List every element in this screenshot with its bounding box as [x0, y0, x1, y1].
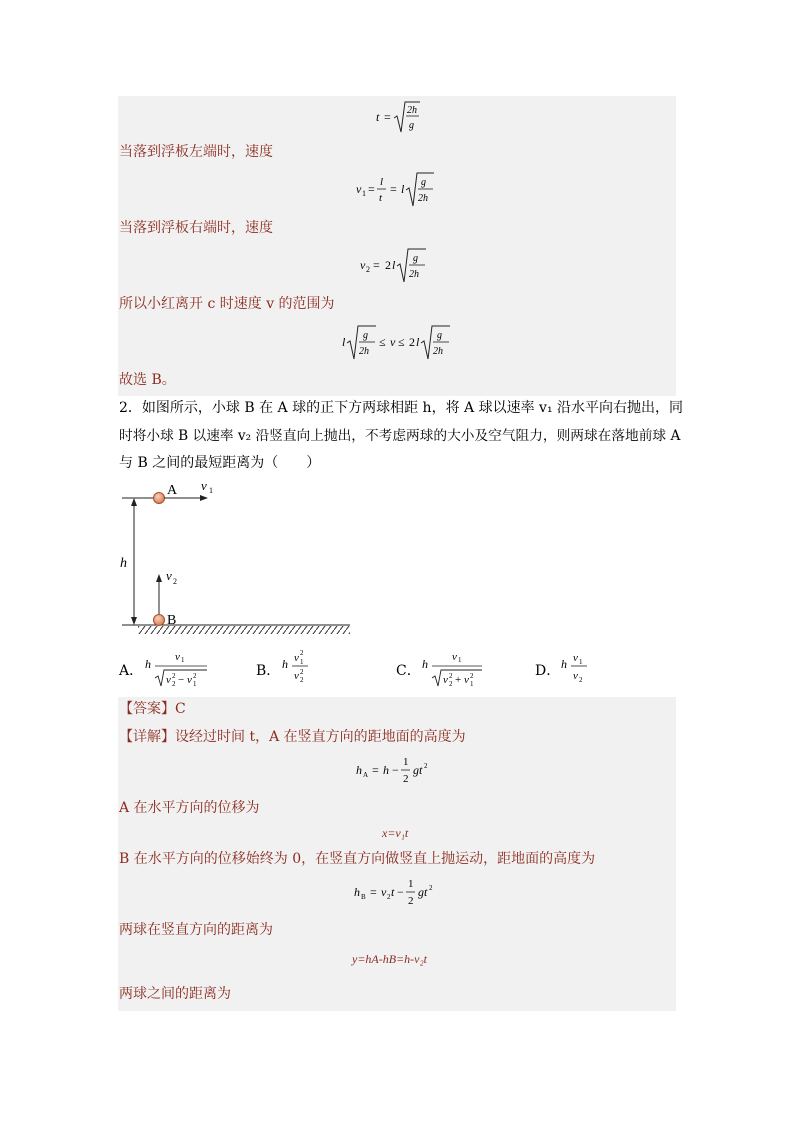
svg-text:v: v: [443, 674, 448, 686]
choose-text: 故选 B。: [119, 372, 176, 388]
hb-equation-render: [354, 874, 444, 914]
label-v2-sub: 2: [173, 577, 177, 586]
range-equation-render: [342, 322, 462, 364]
svg-text:−: −: [397, 885, 404, 899]
ball-b: [154, 615, 165, 626]
svg-text:2h: 2h: [418, 193, 428, 204]
svg-text:l: l: [416, 335, 420, 349]
ball-a: [154, 493, 165, 504]
svg-text:2: 2: [470, 672, 474, 680]
svg-text:1: 1: [470, 680, 474, 688]
svg-text:h: h: [356, 763, 362, 777]
ha-equation: [356, 752, 446, 796]
svg-text:2: 2: [409, 335, 415, 349]
svg-text:v: v: [294, 670, 299, 682]
svg-text:g: g: [363, 330, 368, 341]
horizontal-text: A 在水平方向的位移为: [119, 800, 260, 816]
v1-arrow-head: [200, 495, 208, 501]
option-a-label: A．: [119, 663, 144, 679]
svg-text:t: t: [379, 192, 383, 204]
svg-text:−: −: [178, 674, 185, 686]
svg-text:1: 1: [403, 756, 409, 768]
svg-text:2h: 2h: [409, 269, 419, 280]
svg-text:+: +: [455, 674, 462, 686]
svg-text:v: v: [175, 651, 180, 663]
v2-equation-render: [360, 246, 440, 286]
svg-text:2: 2: [193, 672, 197, 680]
hb-equation: [354, 874, 444, 918]
option-d-label: D．: [535, 663, 561, 679]
vertical-text: 两球在竖直方向的距离为: [119, 922, 273, 938]
svg-text:h: h: [282, 657, 288, 671]
svg-text:1: 1: [362, 189, 366, 198]
svg-text:v: v: [381, 885, 387, 899]
svg-text:1: 1: [579, 658, 583, 666]
question2-line3: 与 B 之间的最短距离为（ ）: [119, 455, 321, 471]
svg-text:A: A: [363, 771, 369, 779]
y-equation: y=hA-hB=h-v₂t: [352, 952, 428, 966]
svg-text:=: =: [368, 182, 375, 196]
question2-line2: 时将小球 B 以速率 v₂ 沿竖直向上抛出，不考虑两球的大小及空气阻力，则两球在落地前球 A: [119, 428, 681, 444]
svg-text:=: =: [372, 763, 379, 777]
distance-text: 两球之间的距离为: [119, 986, 231, 1002]
b-text: B 在水平方向的位移始终为 0，在竖直方向做竖直上抛运动，距地面的高度为: [119, 851, 596, 867]
svg-text:v: v: [452, 651, 457, 663]
svg-text:2: 2: [579, 676, 583, 684]
detail-line: [119, 729, 466, 745]
question2-figure: [118, 478, 354, 638]
svg-text:−: −: [392, 763, 399, 777]
svg-text:v: v: [166, 674, 171, 686]
label-v1: v: [201, 478, 207, 493]
svg-text:=: =: [370, 885, 377, 899]
svg-text:2h: 2h: [407, 105, 417, 116]
svg-text:2: 2: [403, 773, 409, 785]
svg-text:=: =: [384, 110, 391, 124]
option-b-label: B．: [256, 663, 281, 679]
svg-text:v: v: [573, 670, 578, 682]
label-a: A: [167, 483, 178, 498]
option-a-expr: [145, 648, 215, 692]
label-b: B: [167, 613, 177, 628]
t-equation-render: [376, 100, 436, 136]
svg-text:≤: ≤: [398, 335, 405, 349]
svg-text:2: 2: [429, 884, 433, 892]
svg-text:l: l: [342, 335, 346, 349]
option-c-label: C．: [396, 663, 421, 679]
height-arrow-head-top: [131, 498, 137, 506]
svg-text:gt: gt: [413, 763, 423, 777]
svg-text:v: v: [187, 674, 192, 686]
svg-text:1: 1: [458, 656, 462, 664]
v1-equation: [356, 170, 446, 214]
svg-text:l: l: [392, 258, 396, 272]
svg-text:h: h: [422, 657, 428, 671]
svg-text:h: h: [145, 657, 151, 671]
option-b-expr: [282, 648, 332, 692]
svg-text:2: 2: [300, 649, 304, 657]
svg-text:g: g: [413, 253, 418, 264]
svg-text:h: h: [383, 763, 389, 777]
v1-equation-render: [356, 170, 446, 210]
svg-text:g: g: [437, 330, 442, 341]
svg-text:t: t: [376, 110, 380, 124]
svg-text:v: v: [360, 258, 366, 272]
svg-text:g: g: [409, 120, 414, 131]
left-end-text: 当落到浮板左端时，速度: [119, 144, 273, 160]
svg-text:2h: 2h: [433, 346, 443, 357]
svg-text:2: 2: [424, 762, 428, 770]
svg-text:1: 1: [408, 878, 414, 890]
label-v2: v: [166, 568, 172, 583]
svg-text:=: =: [390, 182, 397, 196]
svg-text:h: h: [354, 885, 360, 899]
v2-equation: [360, 246, 440, 290]
svg-text:v: v: [390, 335, 396, 349]
svg-text:1: 1: [300, 658, 304, 666]
right-end-text: 当落到浮板右端时，速度: [119, 220, 273, 236]
x-equation: x=v₁t: [382, 826, 409, 840]
range-text: 所以小红离开 c 时速度 v 的范围为: [119, 296, 335, 312]
detail-label: 【详解】: [119, 729, 175, 745]
svg-text:2: 2: [408, 895, 414, 907]
svg-text:2: 2: [300, 676, 304, 684]
answer-label: 【答案】C: [119, 701, 186, 717]
t-equation: [376, 100, 436, 140]
svg-text:B: B: [361, 893, 366, 901]
svg-text:v: v: [356, 182, 362, 196]
detail-text: 设经过时间 t，A 在竖直方向的距地面的高度为: [175, 729, 466, 745]
svg-text:2: 2: [172, 680, 176, 688]
label-v1-sub: 1: [209, 486, 213, 495]
svg-text:=: =: [373, 258, 380, 272]
svg-text:2: 2: [172, 672, 176, 680]
ha-equation-render: [356, 752, 446, 792]
question2-line1: 2．如图所示，小球 B 在 A 球的正下方两球相距 h，将 A 球以速率 v₁ 沿水平向右抛出，同: [119, 400, 684, 416]
option-c-expr: [422, 648, 492, 692]
height-arrow-head-bottom: [131, 617, 137, 625]
svg-text:h: h: [561, 657, 567, 671]
option-d-expr: [561, 648, 611, 692]
range-equation: [342, 322, 462, 368]
svg-text:l: l: [380, 176, 384, 188]
svg-text:2: 2: [387, 893, 391, 901]
svg-text:2: 2: [385, 258, 391, 272]
svg-text:2: 2: [449, 680, 453, 688]
svg-text:v: v: [294, 652, 299, 664]
svg-text:l: l: [401, 182, 405, 196]
svg-text:g: g: [421, 177, 426, 188]
svg-text:v: v: [573, 652, 578, 664]
svg-text:1: 1: [193, 680, 197, 688]
svg-text:v: v: [464, 674, 469, 686]
svg-text:1: 1: [181, 656, 185, 664]
svg-text:2h: 2h: [359, 346, 369, 357]
label-h: h: [120, 556, 127, 571]
svg-text:gt: gt: [418, 885, 428, 899]
svg-text:2: 2: [449, 672, 453, 680]
svg-text:t: t: [391, 885, 395, 899]
v2-arrow-head: [156, 574, 162, 582]
svg-text:2: 2: [300, 668, 304, 676]
svg-text:2: 2: [366, 265, 370, 274]
figure-svg: [118, 478, 354, 638]
svg-text:≤: ≤: [379, 335, 386, 349]
